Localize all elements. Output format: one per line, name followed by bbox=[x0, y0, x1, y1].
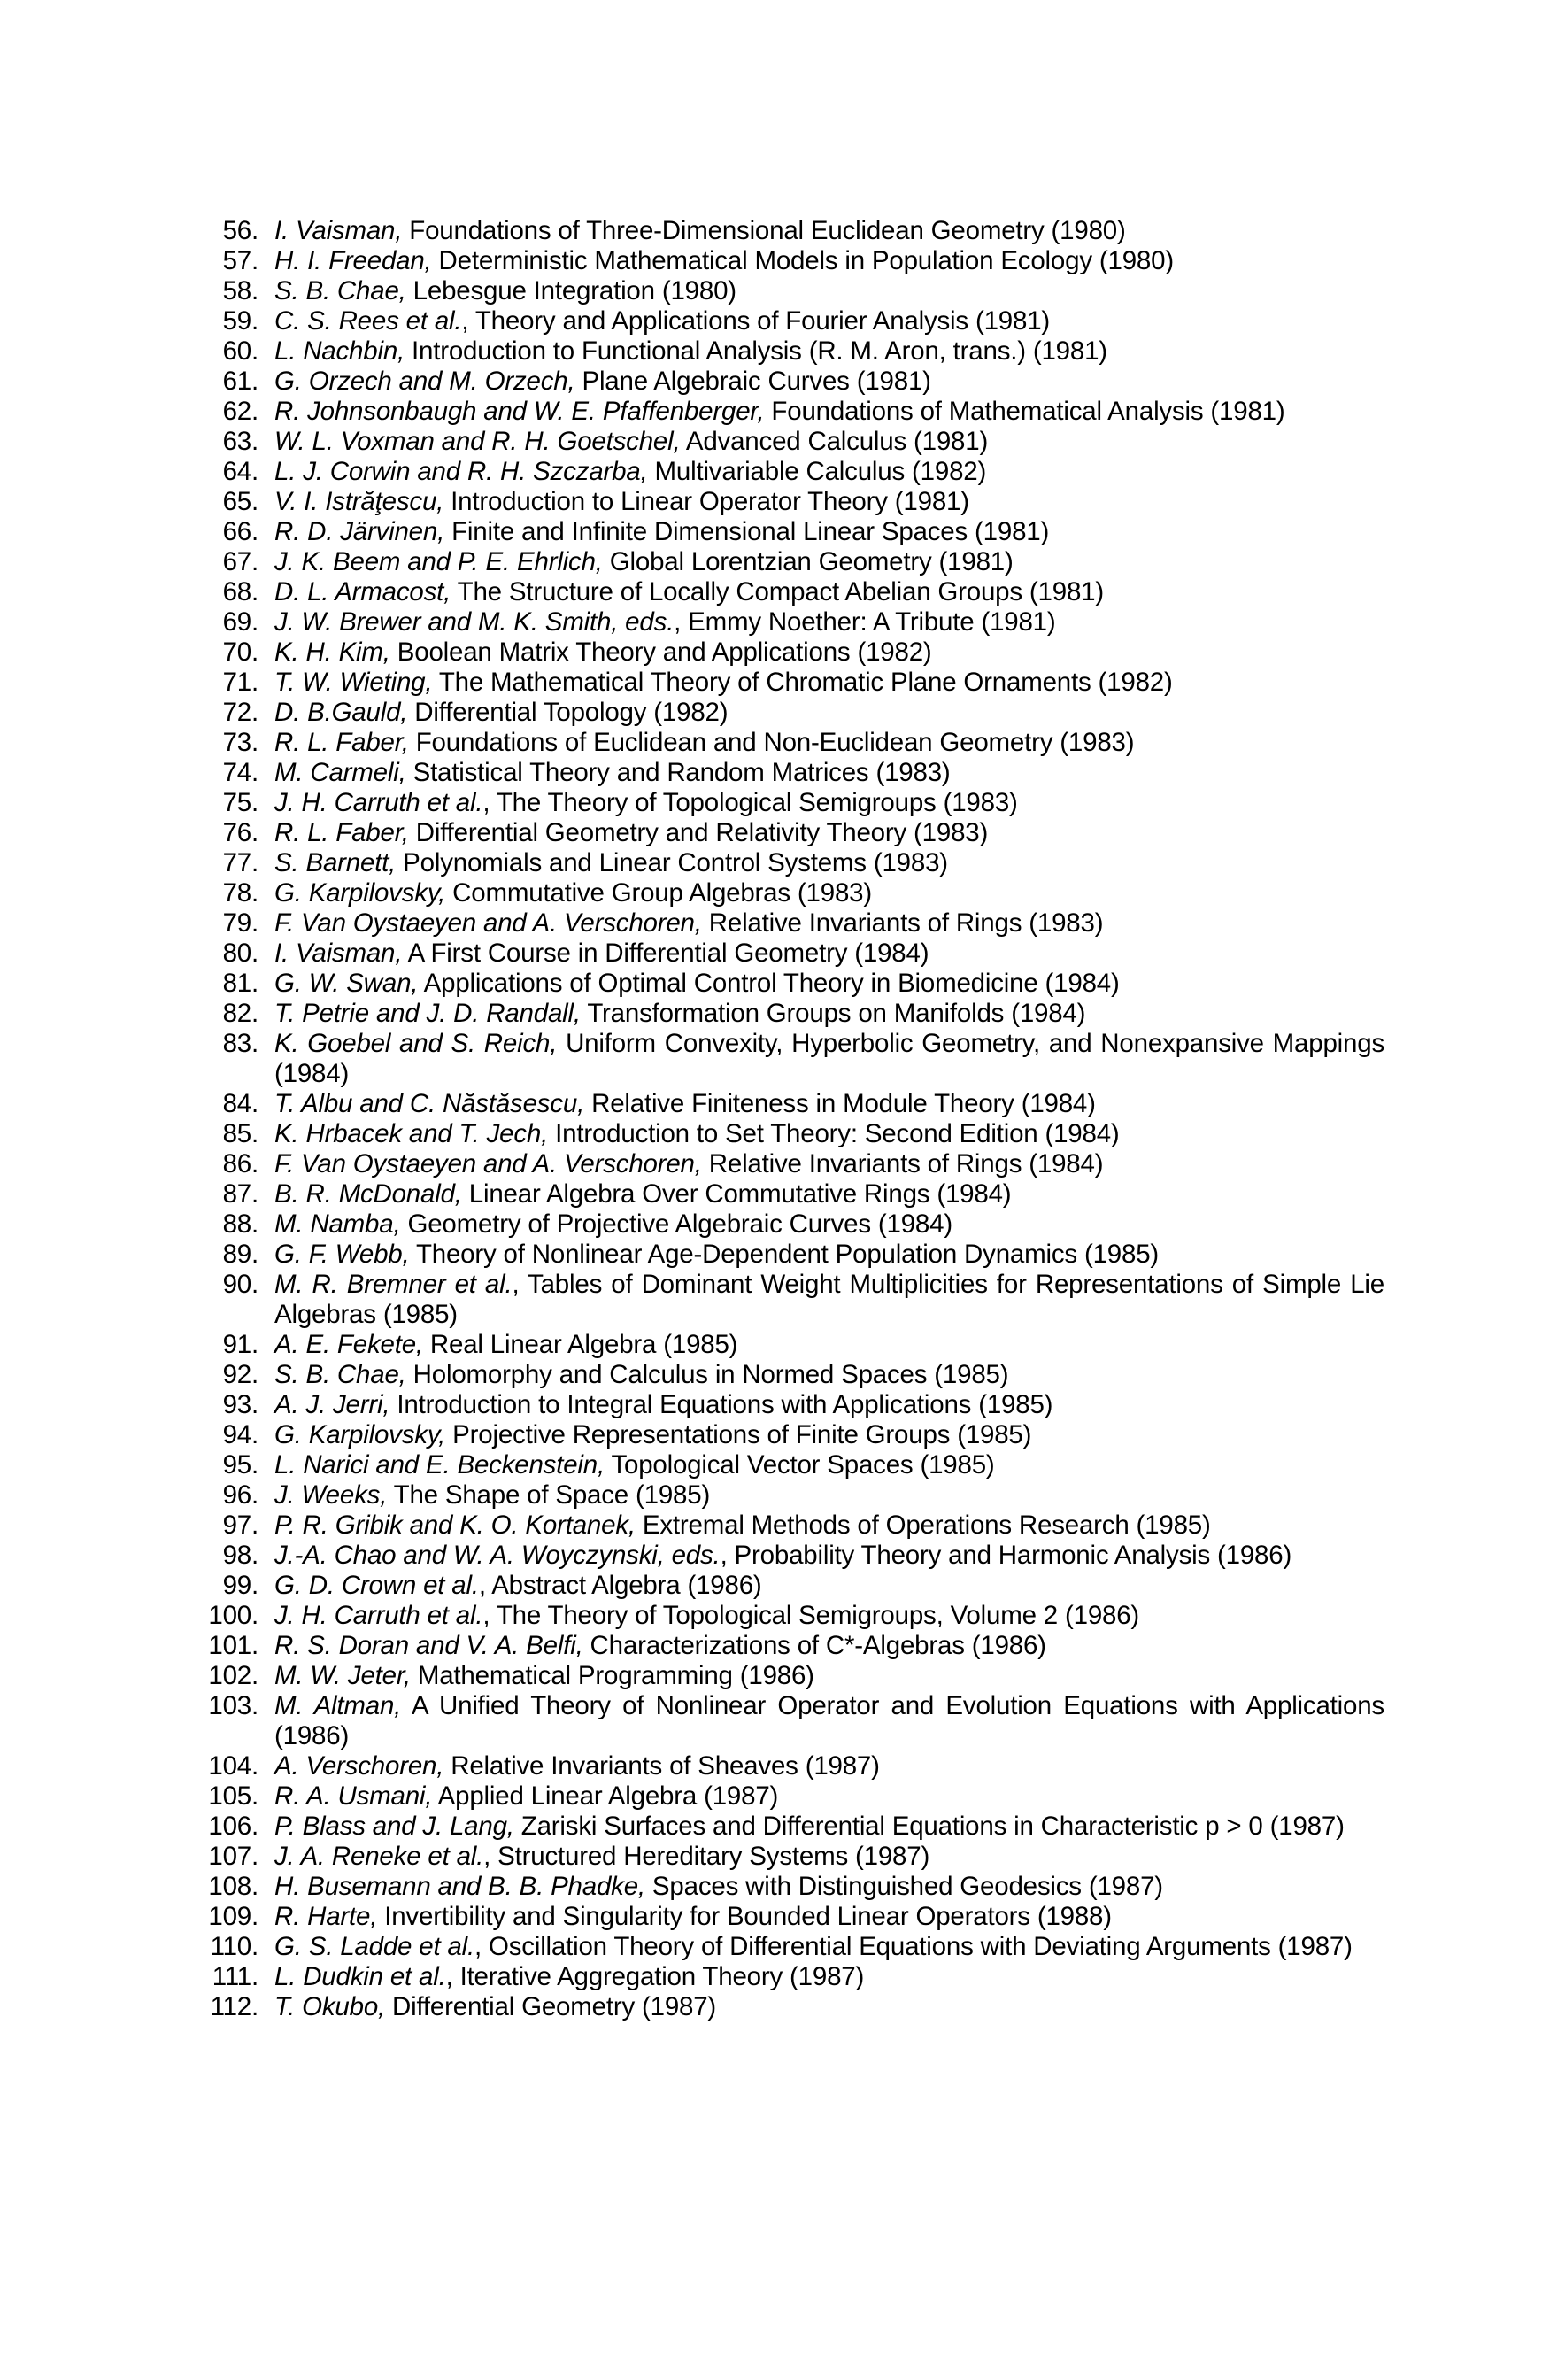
entry-text bbox=[274, 1240, 1384, 1270]
entry-author: L. J. Corwin and R. H. Szczarba, bbox=[274, 457, 648, 486]
list-item bbox=[198, 1812, 1384, 1842]
entry-title: Polynomials and Linear Control Systems (1983) bbox=[396, 848, 948, 877]
entry-number: 86. bbox=[222, 1149, 258, 1178]
list-item bbox=[198, 397, 1384, 427]
list-item bbox=[198, 1872, 1384, 1902]
list-item bbox=[198, 276, 1384, 306]
entry-number: 60. bbox=[222, 336, 258, 366]
entry-title: , Abstract Algebra (1986) bbox=[478, 1571, 762, 1600]
entry-author: M. W. Jeter, bbox=[274, 1661, 411, 1690]
entry-title: Multivariable Calculus (1982) bbox=[647, 457, 987, 486]
entry-title: Differential Geometry (1987) bbox=[385, 1992, 717, 2021]
entry-author: J. H. Carruth et al. bbox=[274, 1601, 483, 1630]
entry-number: 92. bbox=[222, 1360, 258, 1389]
entry-author: J. K. Beem and P. E. Ehrlich, bbox=[274, 547, 603, 576]
entry-text bbox=[274, 276, 1384, 306]
entry-author: L. Nachbin, bbox=[274, 336, 405, 366]
entry-author: S. B. Chae, bbox=[274, 276, 406, 305]
entry-text bbox=[274, 216, 1384, 246]
entry-author: M. R. Bremner et al. bbox=[274, 1270, 513, 1299]
entry-title: Holomorphy and Calculus in Normed Spaces (1985) bbox=[405, 1360, 1009, 1389]
entry-text bbox=[274, 1601, 1384, 1631]
entry-number: 101. bbox=[208, 1631, 258, 1660]
entry-title: The Mathematical Theory of Chromatic Plane Ornaments (1982) bbox=[432, 668, 1173, 697]
entry-author: T. W. Wieting, bbox=[274, 668, 433, 697]
list-item bbox=[198, 547, 1384, 577]
entry-text bbox=[274, 1691, 1384, 1751]
entry-title: A First Course in Differential Geometry (1984) bbox=[402, 939, 929, 968]
entry-text bbox=[274, 1330, 1384, 1360]
entry-text bbox=[274, 668, 1384, 698]
entry-title: Mathematical Programming (1986) bbox=[410, 1661, 814, 1690]
list-item bbox=[198, 1480, 1384, 1511]
list-item bbox=[198, 1902, 1384, 1932]
list-item bbox=[198, 427, 1384, 457]
list-item bbox=[198, 878, 1384, 908]
entry-text bbox=[274, 1119, 1384, 1149]
entry-number: 89. bbox=[222, 1240, 258, 1269]
entry-text bbox=[274, 1571, 1384, 1601]
entry-number: 112. bbox=[210, 1992, 258, 2021]
entry-text bbox=[274, 1089, 1384, 1119]
entry-number: 73. bbox=[222, 728, 258, 757]
entry-title: Differential Geometry and Relativity Theory (1983) bbox=[408, 818, 989, 847]
entry-title: Differential Topology (1982) bbox=[407, 698, 729, 727]
entry-author: M. Carmeli, bbox=[274, 758, 406, 787]
entry-number: 68. bbox=[222, 577, 258, 607]
entry-title: Deterministic Mathematical Models in Population Ecology (1980) bbox=[431, 246, 1174, 275]
list-item bbox=[198, 908, 1384, 939]
entry-text bbox=[274, 1812, 1384, 1842]
entry-text bbox=[274, 1751, 1384, 1781]
entry-number: 106. bbox=[208, 1812, 258, 1841]
entry-author: K. Hrbacek and T. Jech, bbox=[274, 1119, 549, 1148]
entry-author: M. Namba, bbox=[274, 1209, 401, 1239]
entry-number: 84. bbox=[222, 1089, 258, 1118]
entry-text bbox=[274, 397, 1384, 427]
list-item bbox=[198, 367, 1384, 397]
entry-author: H. Busemann and B. B. Phadke, bbox=[274, 1872, 645, 1901]
entry-title: Geometry of Projective Algebraic Curves (1984) bbox=[400, 1209, 952, 1239]
list-item bbox=[198, 1089, 1384, 1119]
entry-title: Zariski Surfaces and Differential Equations in Characteristic p > 0 (1987) bbox=[513, 1812, 1345, 1841]
list-item bbox=[198, 969, 1384, 999]
entry-title: Real Linear Algebra (1985) bbox=[422, 1330, 738, 1359]
entry-number: 59. bbox=[222, 306, 258, 336]
list-item bbox=[198, 939, 1384, 969]
entry-author: D. B.Gauld, bbox=[274, 698, 408, 727]
list-item bbox=[198, 999, 1384, 1029]
entry-number: 104. bbox=[208, 1751, 258, 1781]
entry-author: R. Harte, bbox=[274, 1902, 378, 1931]
list-item bbox=[198, 1209, 1384, 1240]
list-item bbox=[198, 577, 1384, 607]
entry-number: 56. bbox=[222, 216, 258, 245]
book-series-list bbox=[198, 216, 1384, 2022]
list-item bbox=[198, 1270, 1384, 1330]
entry-number: 71. bbox=[222, 668, 258, 697]
entry-author: W. L. Voxman and R. H. Goetschel, bbox=[274, 427, 681, 456]
entry-author: B. R. McDonald, bbox=[274, 1179, 462, 1209]
entry-number: 95. bbox=[222, 1450, 258, 1480]
entry-author: K. H. Kim, bbox=[274, 638, 390, 667]
entry-author: J. W. Brewer and M. K. Smith, eds. bbox=[274, 607, 675, 637]
entry-text bbox=[274, 306, 1384, 336]
entry-text bbox=[274, 367, 1384, 397]
entry-title: Spaces with Distinguished Geodesics (1987) bbox=[644, 1872, 1163, 1901]
list-item bbox=[198, 1029, 1384, 1089]
entry-title: Transformation Groups on Manifolds (1984) bbox=[580, 999, 1086, 1028]
entry-text bbox=[274, 547, 1384, 577]
entry-title: Introduction to Set Theory: Second Edition (1984) bbox=[548, 1119, 1120, 1148]
entry-title: Extremal Methods of Operations Research (1985) bbox=[635, 1511, 1211, 1540]
list-item bbox=[198, 246, 1384, 276]
entry-number: 107. bbox=[208, 1842, 258, 1871]
entry-title: Characterizations of C*-Algebras (1986) bbox=[582, 1631, 1046, 1660]
entry-number: 64. bbox=[222, 457, 258, 486]
entry-number: 93. bbox=[222, 1390, 258, 1419]
entry-title: Relative Finiteness in Module Theory (1984) bbox=[584, 1089, 1096, 1118]
list-item bbox=[198, 1842, 1384, 1872]
entry-author: K. Goebel and S. Reich, bbox=[274, 1029, 558, 1058]
list-item bbox=[198, 517, 1384, 547]
list-item bbox=[198, 1781, 1384, 1812]
entry-text bbox=[274, 487, 1384, 517]
entry-title: Statistical Theory and Random Matrices (1983) bbox=[405, 758, 951, 787]
entry-text bbox=[274, 1029, 1384, 1089]
entry-number: 110. bbox=[210, 1932, 258, 1961]
entry-text bbox=[274, 1511, 1384, 1541]
entry-number: 75. bbox=[222, 788, 258, 817]
entry-author: G. Karpilovsky, bbox=[274, 1420, 446, 1449]
entry-text bbox=[274, 517, 1384, 547]
entry-title: Relative Invariants of Rings (1983) bbox=[701, 908, 1104, 938]
entry-number: 94. bbox=[222, 1420, 258, 1449]
entry-title: Topological Vector Spaces (1985) bbox=[604, 1450, 995, 1480]
entry-number: 69. bbox=[222, 607, 258, 637]
list-item bbox=[198, 607, 1384, 638]
entry-title: Invertibility and Singularity for Bounded Linear Operators (1988) bbox=[377, 1902, 1112, 1931]
entry-title: Foundations of Mathematical Analysis (1981) bbox=[764, 397, 1285, 426]
entry-title: , The Theory of Topological Semigroups (1983) bbox=[482, 788, 1018, 817]
entry-text bbox=[274, 999, 1384, 1029]
entry-text bbox=[274, 908, 1384, 939]
entry-number: 81. bbox=[222, 969, 258, 998]
entry-author: R. L. Faber, bbox=[274, 818, 409, 847]
entry-title: Commutative Group Algebras (1983) bbox=[445, 878, 873, 908]
entry-author: A. J. Jerri, bbox=[274, 1390, 390, 1419]
entry-text bbox=[274, 1932, 1384, 1962]
entry-author: J. A. Reneke et al. bbox=[274, 1842, 484, 1871]
entry-title: , Tables of Dominant Weight Multiplicities for Representations of Simple Lie Algebras (1985) bbox=[274, 1270, 1384, 1329]
list-item bbox=[198, 1992, 1384, 2022]
entry-title: A Unified Theory of Nonlinear Operator and Evolution Equations with Applications (1986) bbox=[274, 1691, 1384, 1750]
entry-text bbox=[274, 818, 1384, 848]
entry-author: M. Altman, bbox=[274, 1691, 402, 1720]
entry-author: I. Vaisman, bbox=[274, 216, 403, 245]
entry-author: G. Karpilovsky, bbox=[274, 878, 446, 908]
entry-title: Relative Invariants of Rings (1984) bbox=[701, 1149, 1104, 1178]
entry-title: Boolean Matrix Theory and Applications (1982) bbox=[389, 638, 932, 667]
entry-text bbox=[274, 1420, 1384, 1450]
entry-number: 58. bbox=[222, 276, 258, 305]
entry-author: C. S. Rees et al. bbox=[274, 306, 462, 336]
entry-author: G. S. Ladde et al. bbox=[274, 1932, 474, 1961]
entry-author: R. S. Doran and V. A. Belfi, bbox=[274, 1631, 583, 1660]
entry-author: H. I. Freedan, bbox=[274, 246, 432, 275]
list-item bbox=[198, 216, 1384, 246]
entry-number: 57. bbox=[222, 246, 258, 275]
entry-text bbox=[274, 638, 1384, 668]
entry-text bbox=[274, 457, 1384, 487]
entry-number: 74. bbox=[222, 758, 258, 787]
entry-title: , Structured Hereditary Systems (1987) bbox=[483, 1842, 930, 1871]
entry-text bbox=[274, 1781, 1384, 1812]
list-item bbox=[198, 788, 1384, 818]
list-item bbox=[198, 1631, 1384, 1661]
entry-author: G. D. Crown et al. bbox=[274, 1571, 479, 1600]
entry-title: Plane Algebraic Curves (1981) bbox=[574, 367, 931, 396]
entry-text bbox=[274, 1149, 1384, 1179]
entry-text bbox=[274, 728, 1384, 758]
entry-text bbox=[274, 878, 1384, 908]
entry-title: , Emmy Noether: A Tribute (1981) bbox=[674, 607, 1056, 637]
entry-title: , Theory and Applications of Fourier Analysis (1981) bbox=[461, 306, 1051, 336]
entry-text bbox=[274, 1270, 1384, 1330]
list-item bbox=[198, 1691, 1384, 1751]
entry-author: S. Barnett, bbox=[274, 848, 397, 877]
entry-title: , Iterative Aggregation Theory (1987) bbox=[445, 1962, 865, 1991]
entry-number: 88. bbox=[222, 1209, 258, 1239]
entry-title: Applications of Optimal Control Theory in Biomedicine (1984) bbox=[418, 969, 1120, 998]
entry-number: 99. bbox=[222, 1571, 258, 1600]
entry-text bbox=[274, 1209, 1384, 1240]
list-item bbox=[198, 1541, 1384, 1571]
entry-author: J. Weeks, bbox=[274, 1480, 388, 1510]
list-item bbox=[198, 457, 1384, 487]
entry-author: L. Narici and E. Beckenstein, bbox=[274, 1450, 605, 1480]
entry-text bbox=[274, 1842, 1384, 1872]
entry-number: 87. bbox=[222, 1179, 258, 1209]
entry-title: Theory of Nonlinear Age-Dependent Population Dynamics (1985) bbox=[409, 1240, 1160, 1269]
entry-author: R. D. Järvinen, bbox=[274, 517, 445, 546]
entry-number: 90. bbox=[222, 1270, 258, 1299]
entry-text bbox=[274, 1631, 1384, 1661]
list-item bbox=[198, 1149, 1384, 1179]
entry-author: F. Van Oystaeyen and A. Verschoren, bbox=[274, 1149, 702, 1178]
entry-author: P. Blass and J. Lang, bbox=[274, 1812, 514, 1841]
entry-author: S. B. Chae, bbox=[274, 1360, 406, 1389]
entry-number: 100. bbox=[208, 1601, 258, 1630]
list-item bbox=[198, 1450, 1384, 1480]
entry-text bbox=[274, 758, 1384, 788]
list-item bbox=[198, 1511, 1384, 1541]
entry-author: J. H. Carruth et al. bbox=[274, 788, 483, 817]
list-item bbox=[198, 668, 1384, 698]
entry-text bbox=[274, 1541, 1384, 1571]
entry-title: Introduction to Integral Equations with Applications (1985) bbox=[389, 1390, 1053, 1419]
entry-author: R. Johnsonbaugh and W. E. Pfaffenberger, bbox=[274, 397, 765, 426]
entry-number: 97. bbox=[222, 1511, 258, 1540]
entry-author: T. Okubo, bbox=[274, 1992, 386, 2021]
list-item bbox=[198, 758, 1384, 788]
list-item bbox=[198, 1420, 1384, 1450]
entry-author: G. W. Swan, bbox=[274, 969, 419, 998]
list-item bbox=[198, 638, 1384, 668]
entry-number: 79. bbox=[222, 908, 258, 938]
entry-number: 76. bbox=[222, 818, 258, 847]
entry-text bbox=[274, 246, 1384, 276]
list-item bbox=[198, 1601, 1384, 1631]
entry-author: G. F. Webb, bbox=[274, 1240, 410, 1269]
entry-title: , Probability Theory and Harmonic Analysis (1986) bbox=[720, 1541, 1292, 1570]
entry-number: 70. bbox=[222, 638, 258, 667]
entry-text bbox=[274, 939, 1384, 969]
entry-text bbox=[274, 1872, 1384, 1902]
entry-title: Linear Algebra Over Commutative Rings (1984) bbox=[461, 1179, 1012, 1209]
entry-text bbox=[274, 427, 1384, 457]
entry-title: Advanced Calculus (1981) bbox=[680, 427, 989, 456]
list-item bbox=[198, 1571, 1384, 1601]
entry-text bbox=[274, 1902, 1384, 1932]
entry-text bbox=[274, 1962, 1384, 1992]
entry-author: L. Dudkin et al. bbox=[274, 1962, 446, 1991]
entry-author: T. Albu and C. Năstăsescu, bbox=[274, 1089, 585, 1118]
list-item bbox=[198, 487, 1384, 517]
entry-author: A. Verschoren, bbox=[274, 1751, 444, 1781]
list-item bbox=[198, 728, 1384, 758]
entry-number: 77. bbox=[222, 848, 258, 877]
entry-title: Uniform Convexity, Hyperbolic Geometry, and Nonexpansive Mappings (1984) bbox=[274, 1029, 1384, 1088]
entry-number: 109. bbox=[208, 1902, 258, 1931]
entry-author: T. Petrie and J. D. Randall, bbox=[274, 999, 581, 1028]
entry-text bbox=[274, 1179, 1384, 1209]
list-item bbox=[198, 1179, 1384, 1209]
entry-title: Introduction to Functional Analysis (R. M. Aron, trans.) (1981) bbox=[405, 336, 1107, 366]
entry-title: , Oscillation Theory of Differential Equations with Deviating Arguments (1987) bbox=[474, 1932, 1353, 1961]
entry-title: , The Theory of Topological Semigroups, Volume 2 (1986) bbox=[482, 1601, 1140, 1630]
entry-text bbox=[274, 1390, 1384, 1420]
entry-author: R. L. Faber, bbox=[274, 728, 409, 757]
entry-text bbox=[274, 1992, 1384, 2022]
entry-text bbox=[274, 1480, 1384, 1511]
entry-number: 80. bbox=[222, 939, 258, 968]
entry-number: 85. bbox=[222, 1119, 258, 1148]
list-item bbox=[198, 306, 1384, 336]
entry-number: 83. bbox=[222, 1029, 258, 1058]
list-item bbox=[198, 1962, 1384, 1992]
entry-author: F. Van Oystaeyen and A. Verschoren, bbox=[274, 908, 702, 938]
entry-text bbox=[274, 1661, 1384, 1691]
entry-text bbox=[274, 607, 1384, 638]
entry-title: Introduction to Linear Operator Theory (1981) bbox=[443, 487, 969, 516]
list-item bbox=[198, 818, 1384, 848]
entry-number: 66. bbox=[222, 517, 258, 546]
entry-title: Applied Linear Algebra (1987) bbox=[432, 1781, 779, 1811]
book-series-list-page bbox=[198, 216, 1384, 2022]
entry-title: The Structure of Locally Compact Abelian Groups (1981) bbox=[451, 577, 1105, 607]
entry-number: 102. bbox=[208, 1661, 258, 1690]
entry-title: The Shape of Space (1985) bbox=[387, 1480, 711, 1510]
entry-title: Relative Invariants of Sheaves (1987) bbox=[443, 1751, 880, 1781]
list-item bbox=[198, 1240, 1384, 1270]
list-item bbox=[198, 1751, 1384, 1781]
list-item bbox=[198, 698, 1384, 728]
entry-title: Projective Representations of Finite Groups (1985) bbox=[445, 1420, 1032, 1449]
entry-author: D. L. Armacost, bbox=[274, 577, 451, 607]
entry-text bbox=[274, 1450, 1384, 1480]
entry-number: 61. bbox=[222, 367, 258, 396]
entry-number: 111. bbox=[212, 1962, 258, 1991]
entry-number: 82. bbox=[222, 999, 258, 1028]
entry-text bbox=[274, 969, 1384, 999]
entry-author: G. Orzech and M. Orzech, bbox=[274, 367, 575, 396]
entry-number: 105. bbox=[208, 1781, 258, 1811]
entry-number: 108. bbox=[208, 1872, 258, 1901]
list-item bbox=[198, 848, 1384, 878]
entry-author: R. A. Usmani, bbox=[274, 1781, 433, 1811]
entry-text bbox=[274, 848, 1384, 878]
entry-title: Foundations of Three-Dimensional Euclidean Geometry (1980) bbox=[402, 216, 1126, 245]
entry-number: 65. bbox=[222, 487, 258, 516]
entry-number: 91. bbox=[222, 1330, 258, 1359]
list-item bbox=[198, 1119, 1384, 1149]
entry-text bbox=[274, 1360, 1384, 1390]
entry-title: Global Lorentzian Geometry (1981) bbox=[602, 547, 1014, 576]
entry-author: I. Vaisman, bbox=[274, 939, 403, 968]
entry-number: 98. bbox=[222, 1541, 258, 1570]
entry-number: 103. bbox=[208, 1691, 258, 1720]
list-item bbox=[198, 1360, 1384, 1390]
entry-number: 63. bbox=[222, 427, 258, 456]
entry-text bbox=[274, 336, 1384, 367]
entry-number: 72. bbox=[222, 698, 258, 727]
entry-text bbox=[274, 788, 1384, 818]
entry-number: 67. bbox=[222, 547, 258, 576]
entry-title: Finite and Infinite Dimensional Linear Spaces (1981) bbox=[444, 517, 1050, 546]
entry-number: 62. bbox=[222, 397, 258, 426]
entry-author: J.-A. Chao and W. A. Woyczynski, eds. bbox=[274, 1541, 721, 1570]
entry-title: Foundations of Euclidean and Non-Euclidean Geometry (1983) bbox=[408, 728, 1135, 757]
entry-number: 78. bbox=[222, 878, 258, 908]
list-item bbox=[198, 1390, 1384, 1420]
entry-author: V. I. Istrăţescu, bbox=[274, 487, 444, 516]
entry-number: 96. bbox=[222, 1480, 258, 1510]
entry-author: A. E. Fekete, bbox=[274, 1330, 423, 1359]
list-item bbox=[198, 1932, 1384, 1962]
list-item bbox=[198, 1661, 1384, 1691]
entry-text bbox=[274, 577, 1384, 607]
entry-text bbox=[274, 698, 1384, 728]
list-item bbox=[198, 336, 1384, 367]
entry-title: Lebesgue Integration (1980) bbox=[405, 276, 736, 305]
list-item bbox=[198, 1330, 1384, 1360]
entry-author: P. R. Gribik and K. O. Kortanek, bbox=[274, 1511, 636, 1540]
